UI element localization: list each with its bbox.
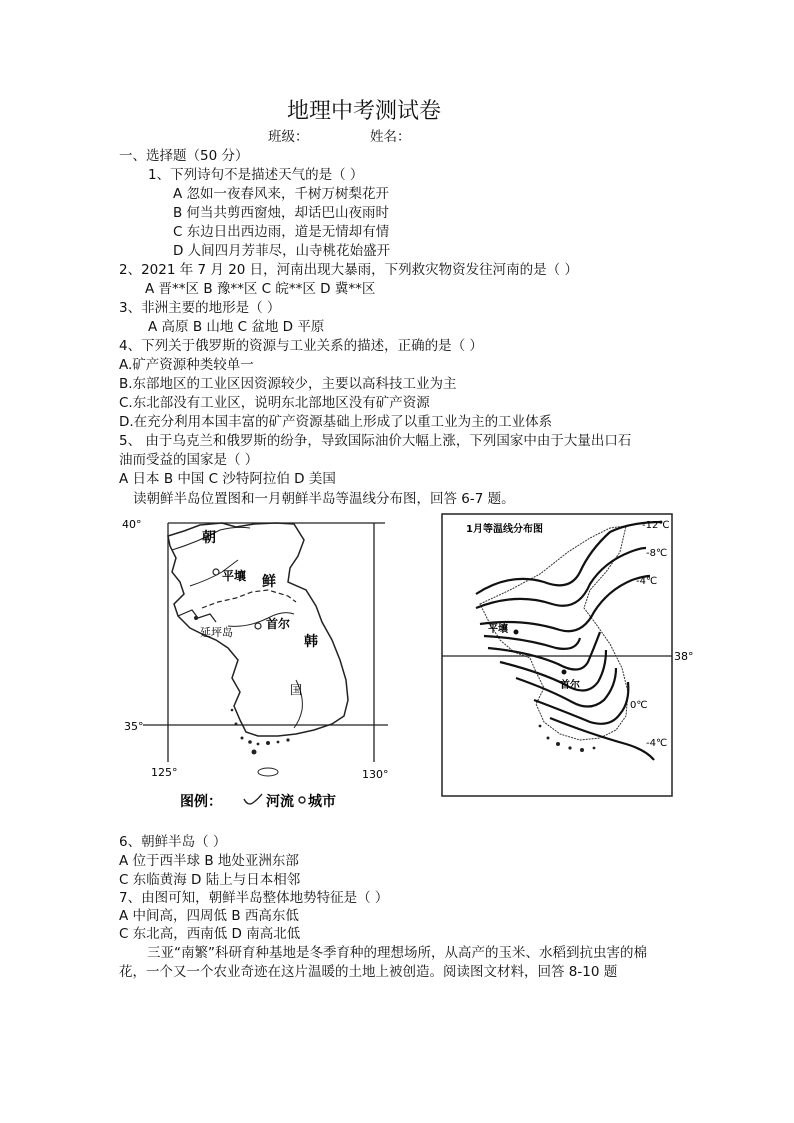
question-4-option-c: C.东北部没有工业区，说明东北部地区没有矿产资源 xyxy=(119,395,430,411)
question-2-stem: 2、2021 年 7 月 20 日，河南出现大暴雨，下列救灾物资发往河南的是（ ） xyxy=(119,262,578,278)
isotherm-label-0: 0℃ xyxy=(630,700,648,711)
question-3-options: A 高原 B 山地 C 盆地 D 平原 xyxy=(148,319,325,335)
question-7-stem: 7、由图可知，朝鲜半岛整体地势特征是（ ） xyxy=(119,890,389,906)
intro-8-10-line2: 花，一个又一个农业奇迹在这片温暖的土地上被创造。阅读图文材料，回答 8-10 题 xyxy=(119,964,618,980)
question-6-options-row2: C 东临黄海 D 陆上与日本相邻 xyxy=(119,872,301,888)
seoul-marker xyxy=(562,670,567,675)
label-xian: 鲜 xyxy=(262,574,276,590)
isotherm-label-minus-8: -8℃ xyxy=(646,548,668,559)
jeju-island xyxy=(258,768,278,776)
question-1-option-b: B 何当共剪西窗烛，却话巴山夜雨时 xyxy=(173,205,390,221)
question-7-options-row2: C 东北高，西南低 D 南高北低 xyxy=(119,926,301,942)
question-1-option-c: C 东边日出西边雨，道是无情却有情 xyxy=(173,224,390,240)
korea-location-map xyxy=(118,510,398,810)
question-4-option-a: A.矿产资源种类较单一 xyxy=(119,357,254,373)
question-4-option-b: B.东部地区的工业区因资源较少，主要以高科技工业为主 xyxy=(119,376,457,392)
legend-river-label: 河流 xyxy=(266,794,294,810)
question-6-stem: 6、朝鲜半岛（ ） xyxy=(119,834,227,850)
isotherm-map-title: 1月等温线分布图 xyxy=(466,524,543,535)
southern-islands xyxy=(231,709,290,755)
pyongyang-city-marker xyxy=(213,569,219,575)
name-label: 姓名： xyxy=(370,129,411,145)
intro-8-10-line1: 三亚“南繁”科研育种基地是冬季育种的理想场所，从高产的玉米、水稻到抗虫害的棉 xyxy=(147,945,647,961)
pyongyang-marker xyxy=(514,630,519,635)
question-1-option-a: A 忽如一夜春风来，千树万树梨花开 xyxy=(173,186,390,202)
lon-130-label: 130° xyxy=(362,768,389,781)
label-seoul-right: 首尔 xyxy=(560,680,580,691)
border-line xyxy=(202,590,296,608)
section-heading: 一、选择题（50 分） xyxy=(119,148,249,164)
lat-38-label: 38° xyxy=(674,650,694,663)
question-3-stem: 3、非洲主要的地形是（ ） xyxy=(119,300,281,316)
legend-city-label: 城市 xyxy=(308,794,336,810)
map-frame xyxy=(442,514,672,796)
lon-125-label: 125° xyxy=(151,766,178,779)
question-7-options-row1: A 中间高，四周低 B 西高东低 xyxy=(119,908,299,924)
label-guo: 国 xyxy=(290,683,303,697)
label-pyongyang-right: 平壤 xyxy=(488,624,508,635)
question-2-options: A 晋**区 B 豫**区 C 皖**区 D 冀**区 xyxy=(145,281,376,297)
label-yeonpyeong: 延坪岛 xyxy=(200,626,233,639)
label-han: 韩 xyxy=(304,634,318,650)
isotherm-label-minus-12: -12℃ xyxy=(642,520,670,531)
legend-city-icon xyxy=(299,797,305,803)
question-1-option-d: D 人间四月芳菲尽，山寺桃花始盛开 xyxy=(173,243,391,259)
class-label: 班级： xyxy=(268,129,309,145)
question-4-option-d: D.在充分利用本国丰富的矿产资源基础上形成了以重工业为主的工业体系 xyxy=(119,414,553,430)
question-5-stem-line1: 5、 由于乌克兰和俄罗斯的纷争，导致国际油价大幅上涨，下列国家中由于大量出口石 xyxy=(119,433,632,449)
legend-river-icon xyxy=(244,794,262,804)
intro-6-7: 读朝鲜半岛位置图和一月朝鲜半岛等温线分布图，回答 6-7 题。 xyxy=(133,491,515,507)
label-seoul: 首尔 xyxy=(266,617,291,631)
label-pyongyang: 平壤 xyxy=(222,569,247,583)
seoul-city-marker xyxy=(255,623,261,629)
question-4-stem: 4、下列关于俄罗斯的资源与工业关系的描述，正确的是（ ） xyxy=(119,338,483,354)
january-isotherm-map xyxy=(440,512,694,800)
lat-35-label: 35° xyxy=(124,720,144,733)
question-5-stem-line2: 油而受益的国家是（ ） xyxy=(119,452,259,468)
isotherm-label-minus-4: -4℃ xyxy=(636,576,658,587)
question-1-stem: 1、下列诗句不是描述天气的是（ ） xyxy=(148,167,364,183)
yeonpyeong-island-marker xyxy=(194,616,198,620)
legend-prefix: 图例： xyxy=(180,794,222,810)
question-5-options: A 日本 B 中国 C 沙特阿拉伯 D 美国 xyxy=(119,471,336,487)
lat-40-label: 40° xyxy=(122,518,142,531)
label-chao: 朝 xyxy=(202,530,216,546)
isotherm-label-minus-4-south: -4℃ xyxy=(646,738,668,749)
page-title: 地理中考测试卷 xyxy=(287,99,442,124)
question-6-options-row1: A 位于西半球 B 地处亚洲东部 xyxy=(119,853,299,869)
